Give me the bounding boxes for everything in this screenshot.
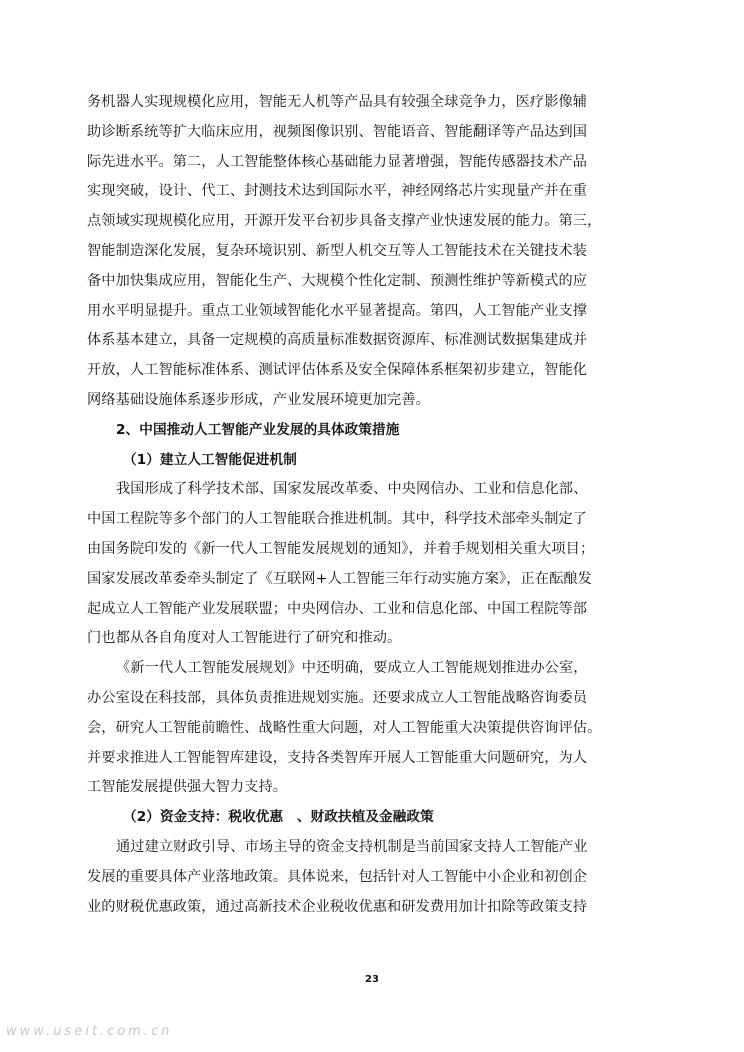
subsection-heading: （1）建立人工智能促进机制 — [123, 451, 297, 468]
text-line: 备中加快集成应用，智能化生产、大规模个性化定制、预测性维护等新模式的应 — [87, 272, 588, 289]
text-line: 办公室设在科技部，具体负责推进规划实施。还要求成立人工智能战略咨询委员 — [87, 689, 588, 706]
text-line: 务机器人实现规模化应用，智能无人机等产品具有较强全球竞争力，医疗影像辅 — [87, 94, 588, 110]
page-body — [87, 88, 659, 922]
text-line: 体系基本建立，具备一定规模的高质量标准数据资源库、标准测试数据集建成并 — [87, 332, 588, 349]
text-line: 工智能发展提供强大智力支持。 — [87, 779, 288, 796]
text-line: 助诊断系统等扩大临床应用，视频图像识别、智能语音、智能翻译等产品达到国 — [87, 123, 588, 140]
text-line: 网络基础设施体系逐步形成，产业发展环境更加完善。 — [87, 391, 430, 408]
text-line: 业的财税优惠政策，通过高新技术企业税收优惠和研发费用加计扣除等政策支持 — [87, 898, 588, 915]
text-line: 通过建立财政引导、市场主导的资金支持机制是当前国家支持人工智能产业 — [116, 838, 588, 855]
text-line: 《新一代人工智能发展规划》中还明确，要成立人工智能规划推进办公室， — [116, 660, 588, 677]
text-line: 点领域实现规模化应用，开源开发平台初步具备支撑产业快速发展的能力。第三， — [87, 213, 602, 230]
paragraph-development-plan — [87, 654, 659, 803]
text-line: 开放，人工智能标准体系、测试评估体系及安全保障体系框架初步建立，智能化 — [87, 362, 588, 379]
text-line: 用水平明显提升。重点工业领域智能化水平显著提高。第四，人工智能产业支撑 — [87, 302, 588, 319]
text-line: 起成立人工智能产业发展联盟；中央网信办、工业和信息化部、中国工程院等部 — [87, 600, 588, 617]
site-watermark: www.useit.com.cn — [6, 1024, 173, 1039]
paragraph-intro-continued — [87, 88, 659, 416]
text-line: 并要求推进人工智能智库建设，支持各类智库开展人工智能重大问题研究，为人 — [87, 749, 588, 766]
text-line: 际先进水平。第二，人工智能整体核心基础能力显著增强，智能传感器技术产品 — [87, 153, 588, 170]
text-line: 实现突破，设计、代工、封测技术达到国际水平，神经网络芯片实现量产并在重 — [87, 183, 588, 200]
text-line: 门也都从各自角度对人工智能进行了研究和推动。 — [87, 630, 402, 647]
subsection-heading: （2）资金支持：税收优惠 、财政扶植及金融政策 — [123, 809, 434, 826]
text-line: 中国工程院等多个部门的人工智能联合推进机制。其中，科学技术部牵头制定了 — [87, 511, 588, 528]
text-line: 国家发展改革委牵头制定了《互联网+人工智能三年行动实施方案》，正在酝酿发 — [87, 570, 592, 587]
section-heading: 2、中国推动人工智能产业发展的具体政策措施 — [116, 421, 400, 438]
text-line: 发展的重要具体产业落地政策。具体说来，包括针对人工智能中小企业和初创企 — [87, 868, 588, 885]
paragraph-promotion-mechanism — [87, 475, 659, 654]
paragraph-funding-support — [87, 833, 659, 922]
page-number: 23 — [365, 974, 379, 985]
text-line: 智能制造深化发展，复杂环境识别、新型人机交互等人工智能技术在关键技术装 — [87, 242, 588, 259]
text-line: 我国形成了科学技术部、国家发展改革委、中央网信办、工业和信息化部、 — [116, 481, 588, 498]
text-line: 由国务院印发的《新一代人工智能发展规划的通知》，并着手规划相关重大项目； — [87, 540, 595, 557]
text-line: 会，研究人工智能前瞻性、战略性重大问题，对人工智能重大决策提供咨询评估。 — [87, 719, 602, 736]
